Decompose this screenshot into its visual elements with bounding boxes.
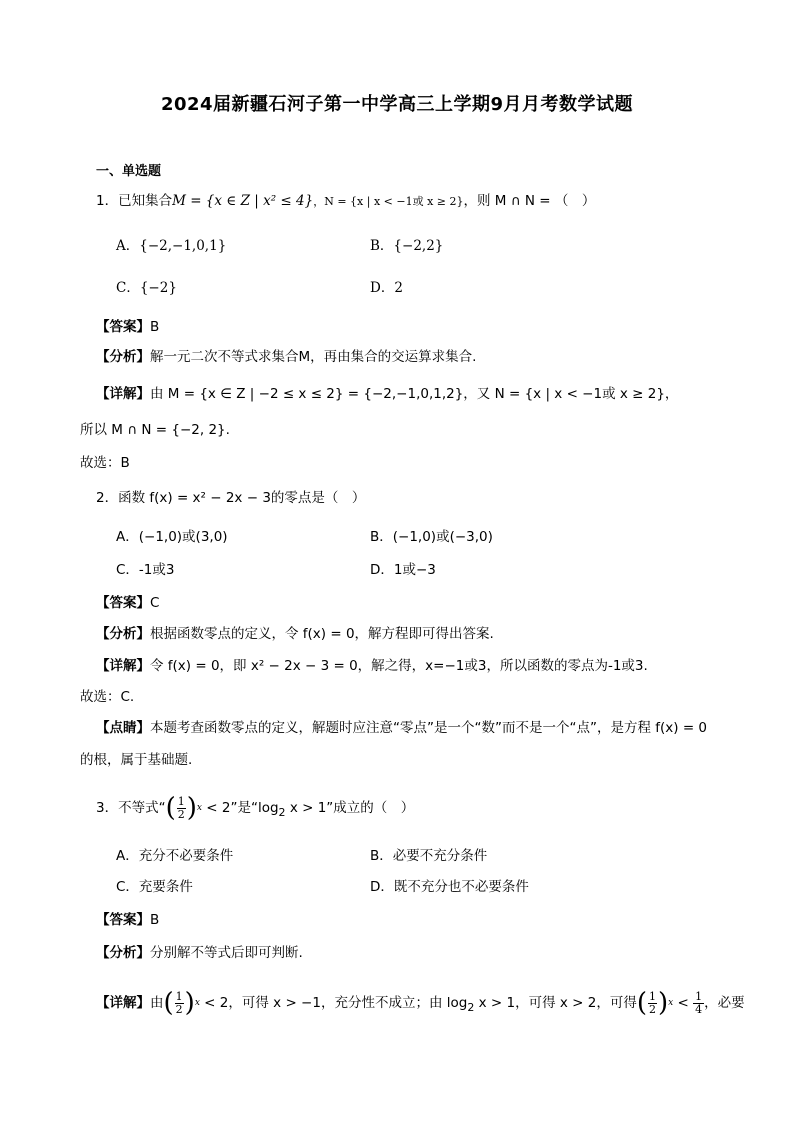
q1-option-c: C．{−2}: [116, 280, 177, 296]
q3-option-d: D．既不充分也不必要条件: [370, 879, 529, 895]
detail-label: 【详解】: [96, 995, 150, 1011]
half-power-x-expression: ( 1 2 ) x: [636, 988, 674, 1018]
answer-label: 【答案】: [96, 595, 150, 611]
q3-stem-suffix: x > 1”成立的（ ）: [285, 800, 415, 816]
analysis-label: 【分析】: [96, 945, 150, 961]
q2-option-d: D．1或−3: [370, 562, 436, 578]
q1-option-a: A．{−2,−1,0,1}: [116, 238, 227, 254]
q1-answer-value: B: [150, 319, 160, 335]
q2-detail: [96, 657, 648, 675]
q3-option-b: B．必要不充分条件: [370, 848, 488, 864]
q1-conclusion: 故选：B: [80, 455, 130, 471]
q2-comment: [96, 719, 707, 737]
q3-answer: [96, 911, 159, 929]
question-2-stem: 2．函数 f(x) = x² − 2x − 3的零点是（ ）: [96, 490, 366, 506]
q2-answer-value: C: [150, 595, 160, 611]
q3-analysis: [96, 944, 303, 962]
analysis-label: 【分析】: [96, 626, 150, 642]
q3-detail-4: <: [673, 995, 694, 1011]
q2-comment-cont: 的根，属于基础题.: [80, 752, 193, 768]
q3-answer-value: B: [150, 912, 160, 928]
q1-detail: [96, 385, 678, 403]
q3-detail-5: ，必要: [704, 995, 745, 1011]
q2-option-a: A．(−1,0)或(3,0): [116, 529, 228, 545]
q1-analysis-text: 解一元二次不等式求集合M，再由集合的交运算求集合.: [150, 349, 477, 365]
q3-stem-mid: < 2”是“log: [201, 800, 279, 816]
q1-option-b: B．{−2,2}: [370, 238, 444, 254]
q2-analysis-text: 根据函数零点的定义，令 f(x) = 0，解方程即可得出答案.: [150, 626, 494, 642]
analysis-label: 【分析】: [96, 349, 150, 365]
q1-set-n: ，N = {x | x < −1或 x ≥ 2}: [313, 195, 464, 208]
detail-label: 【详解】: [96, 658, 150, 674]
q1-option-d: D．2: [370, 280, 403, 296]
q1-set-m: M = {x ∈ Z | x² ≤ 4}: [172, 193, 314, 209]
q1-answer: [96, 318, 159, 336]
question-1-stem: [96, 192, 595, 211]
q2-conclusion: 故选：C.: [80, 689, 135, 705]
page-title: 2024届新疆石河子第一中学高三上学期9月月考数学试题: [160, 94, 634, 115]
q3-detail-2: < 2，可得 x > −1，充分性不成立；由 log: [199, 995, 468, 1011]
q3-option-c: C．充要条件: [116, 879, 193, 895]
q3-analysis-text: 分别解不等式后即可判断.: [150, 945, 303, 961]
q1-detail-text: 由 M = {x ∈ Z | −2 ≤ x ≤ 2} = {−2,−1,0,1,2}，又 N = {x | x < −1或 x ≥ 2}，: [150, 386, 679, 402]
q2-option-c: C．-1或3: [116, 562, 175, 578]
section-heading: 一、单选题: [96, 164, 162, 179]
q3-stem-prefix: 3．不等式“: [96, 800, 166, 816]
q1-analysis: [96, 348, 476, 366]
q3-log-base: 2: [278, 806, 286, 819]
q3-detail-3: x > 1，可得 x > 2，可得: [474, 995, 637, 1011]
half-power-x-expression: ( 1 2 ) x: [165, 793, 202, 823]
detail-label: 【详解】: [96, 386, 150, 402]
q1-prefix: 1．已知集合: [96, 193, 173, 209]
answer-label: 【答案】: [96, 912, 150, 928]
q2-answer: [96, 594, 159, 612]
q2-detail-text: 令 f(x) = 0，即 x² − 2x − 3 = 0，解之得，x=−1或3，所以函数的零点为-1或3.: [150, 658, 648, 674]
q1-suffix: ，则 M ∩ N = （ ）: [463, 193, 596, 209]
q2-option-b: B．(−1,0)或(−3,0): [370, 529, 493, 545]
q1-detail-cont: 所以 M ∩ N = {−2, 2}.: [80, 422, 230, 438]
comment-label: 【点睛】: [96, 720, 150, 736]
q3-detail-1: 由: [150, 995, 164, 1011]
q2-analysis: [96, 625, 494, 643]
q2-comment-text: 本题考查函数零点的定义，解题时应注意“零点”是一个“数”而不是一个“点”，是方程 f(x) = 0: [150, 720, 708, 736]
half-power-x-expression: ( 1 2 ) x: [163, 988, 200, 1018]
question-3-stem: [96, 795, 414, 822]
quarter-fraction: $\frac{1}{4}$: [695, 989, 703, 1016]
q3-option-a: A．充分不必要条件: [116, 848, 234, 864]
q3-detail: 【详解】由 ( 1 2 ) x < 2，可得 x > −1，充分性不成立；由 $\log_2 x > 1$，可得 x > 2，可得 ( 1 2 ) x < $\frac{1}{4}$ ，必要: [96, 988, 745, 1018]
answer-label: 【答案】: [96, 319, 150, 335]
